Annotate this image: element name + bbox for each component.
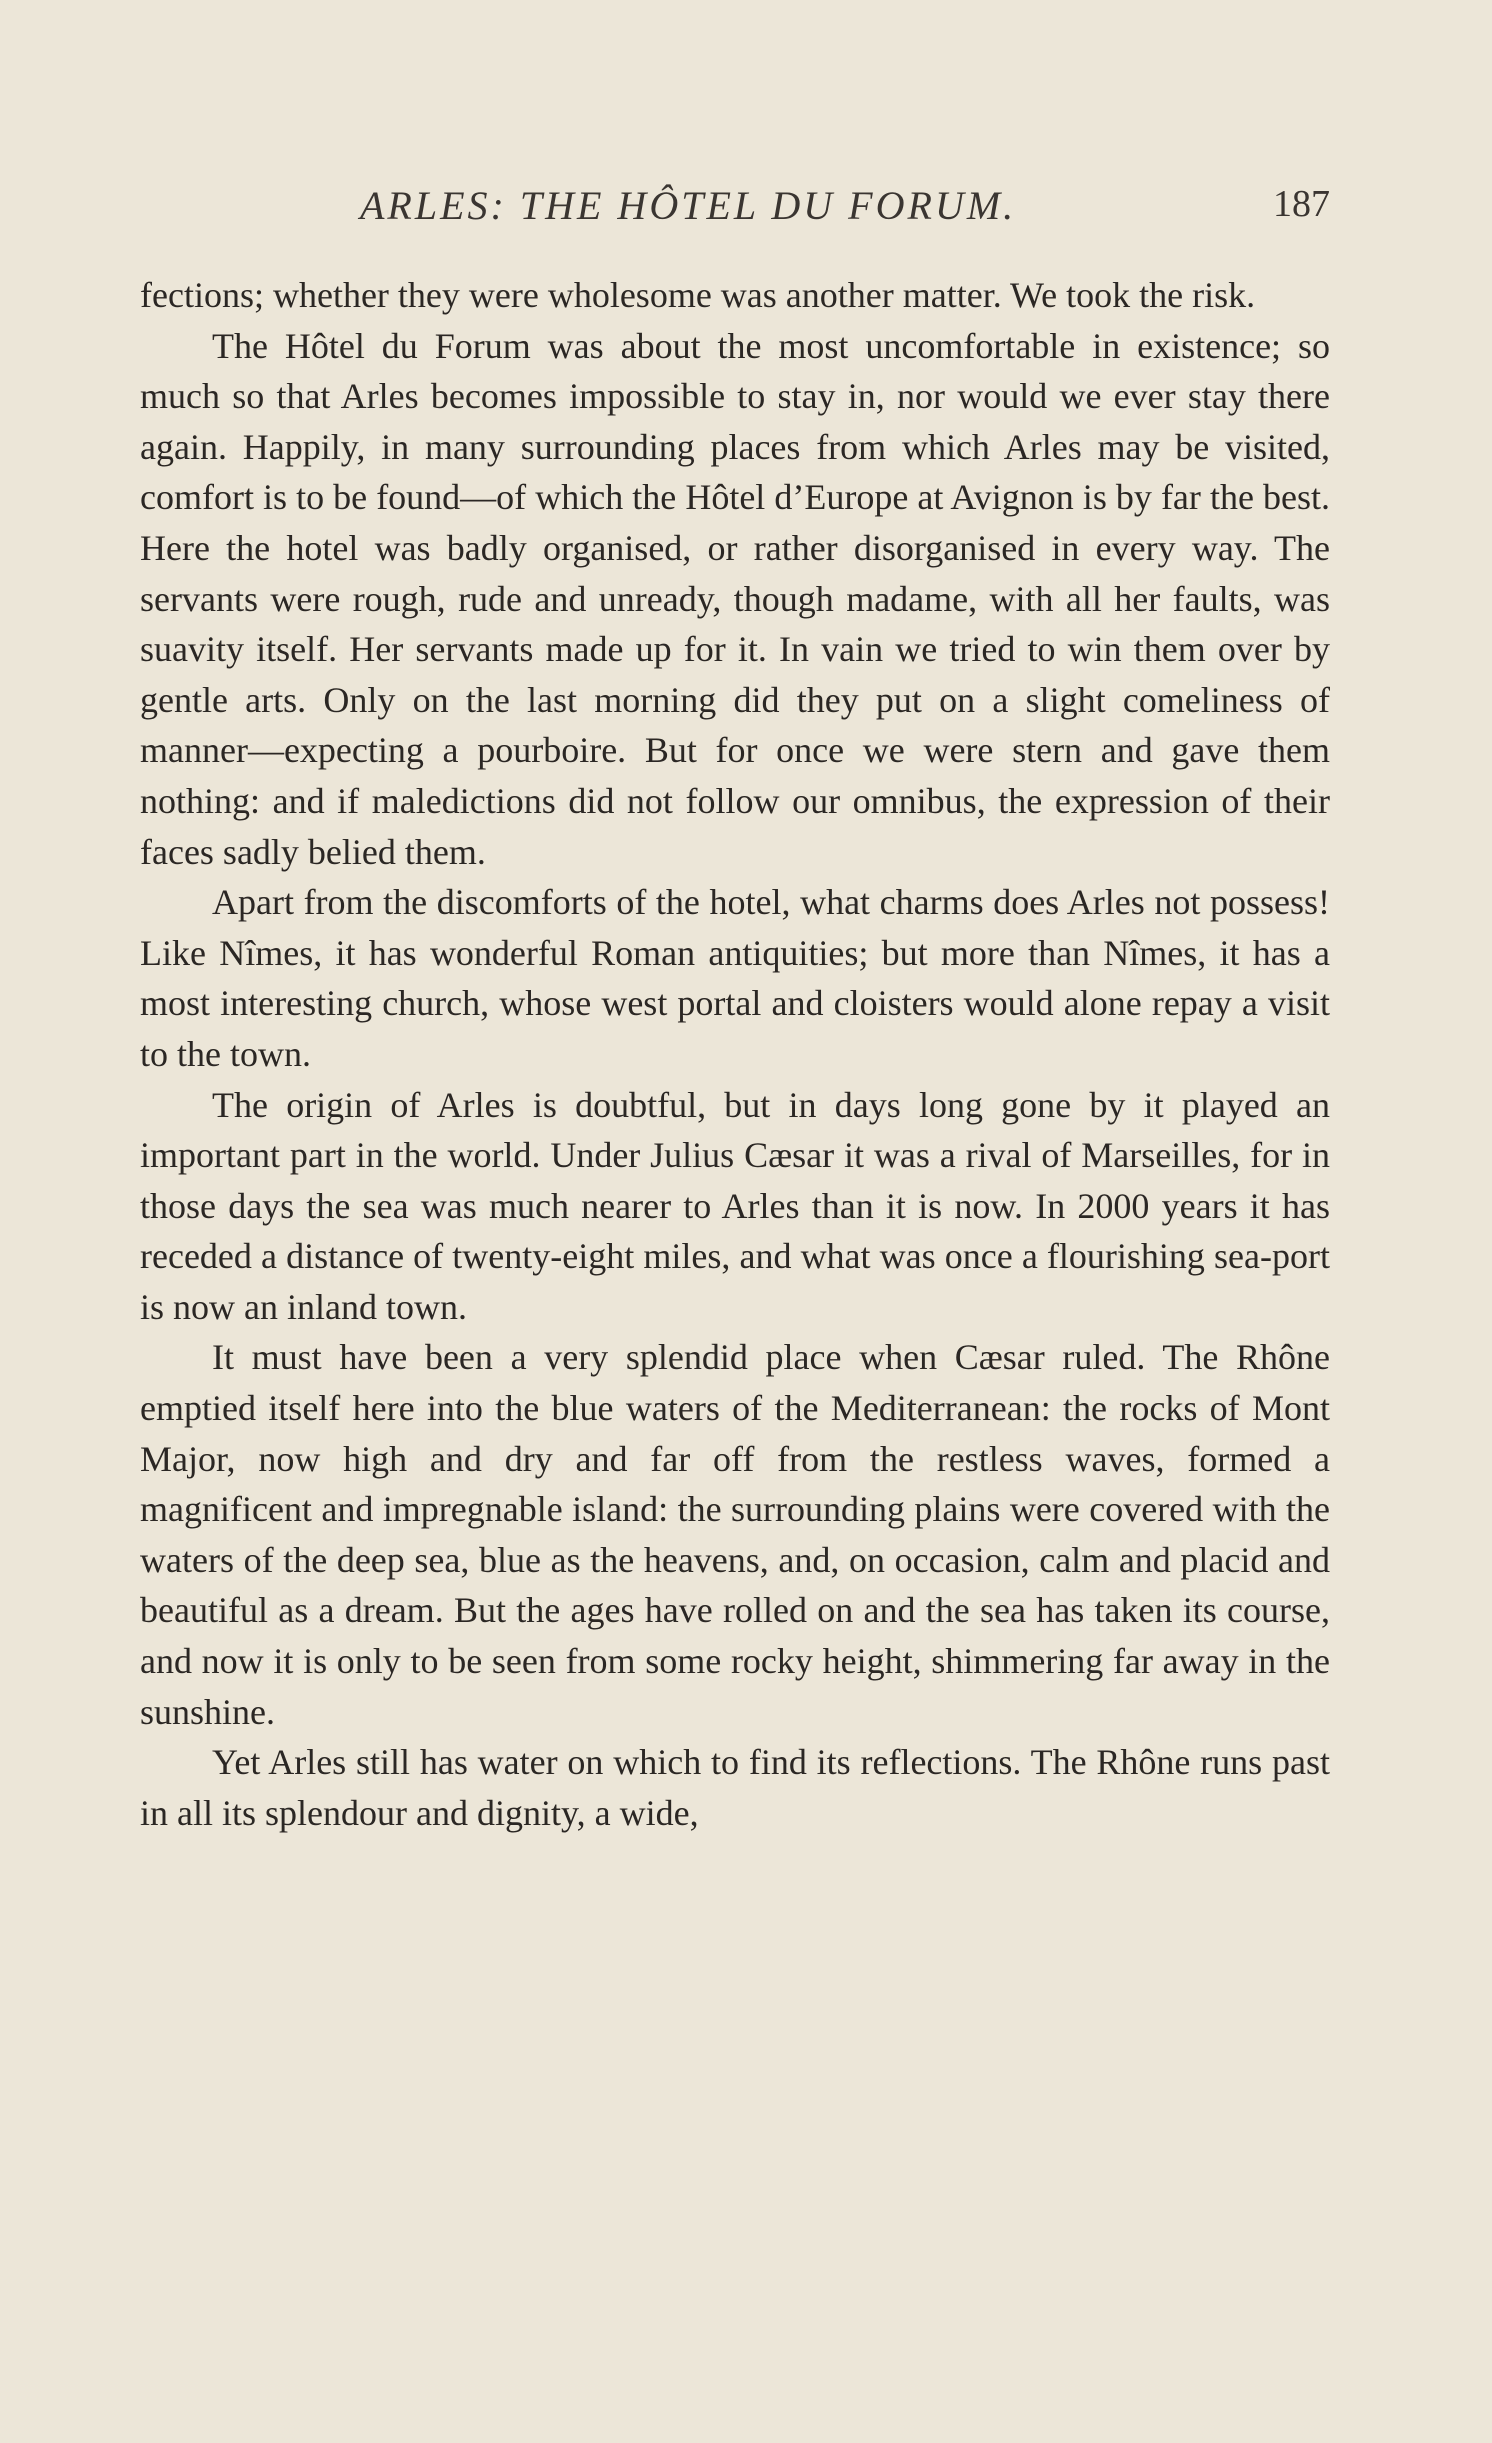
paragraph: The origin of Arles is doubtful, but in days long gone by it played an important part in the world. Under Julius Cæsar it was a rival of Marseilles, for in those days the sea was much nearer to Arles than it is now. In 2000 years it has receded a distance of twenty-eight miles, and what was once a flourishing sea-port is now an inland town. [140, 1084, 1330, 1327]
paragraph: Yet Arles still has water on which to find its reflections. The Rhône runs past in all its splendour and dignity, a wide, [140, 1742, 1330, 1833]
running-head [140, 182, 1330, 242]
page-number: 187 [1273, 183, 1330, 225]
paragraph: The Hôtel du Forum was about the most uncomfortable in existence; so much so that Arles becomes impossible to stay in, nor would we ever stay there again. Happily, in many surrounding places from which Arles may be visited, comfort is to be found—of which the Hôtel d’Europe at Avignon is by far the best. Here the hotel was badly organised, or rather disorganised in every way. The servants were rough, rude and unready, though madame, with all her faults, was suavity itself. Her servants made up for it. In vain we tried to win them over by gentle arts. Only on the last morning did they put on a slight comeliness of manner—expecting a pourboire. But for once we were stern and gave them nothing: and if maledictions did not follow our omnibus, the expression of their faces sadly belied them. [140, 325, 1330, 872]
paragraph: It must have been a very splendid place when Cæsar ruled. The Rhône emptied itself here into the blue waters of the Mediterranean: the rocks of Mont Major, now high and dry and far off from the restless waves, formed a magnificent and impregnable island: the surrounding plains were covered with the waters of the deep sea, blue as the heavens, and, on occasion, calm and placid and beautiful as a dream. But the ages have rolled on and the sea has taken its course, and now it is only to be seen from some rocky height, shimmering far away in the sunshine. [140, 1337, 1330, 1732]
running-title: ARLES: THE HÔTEL DU FORUM. [360, 183, 1017, 228]
paragraph-continuation: fections; whether they were wholesome was another matter. We took the risk. [140, 275, 1256, 315]
body-text [140, 270, 1330, 1838]
paragraph: Apart from the discomforts of the hotel, what charms does Arles not possess! Like Nîmes, it has wonderful Roman antiquities; but more than Nîmes, it has a most interesting church, whose west portal and cloisters would alone repay a visit to the town. [140, 882, 1330, 1074]
